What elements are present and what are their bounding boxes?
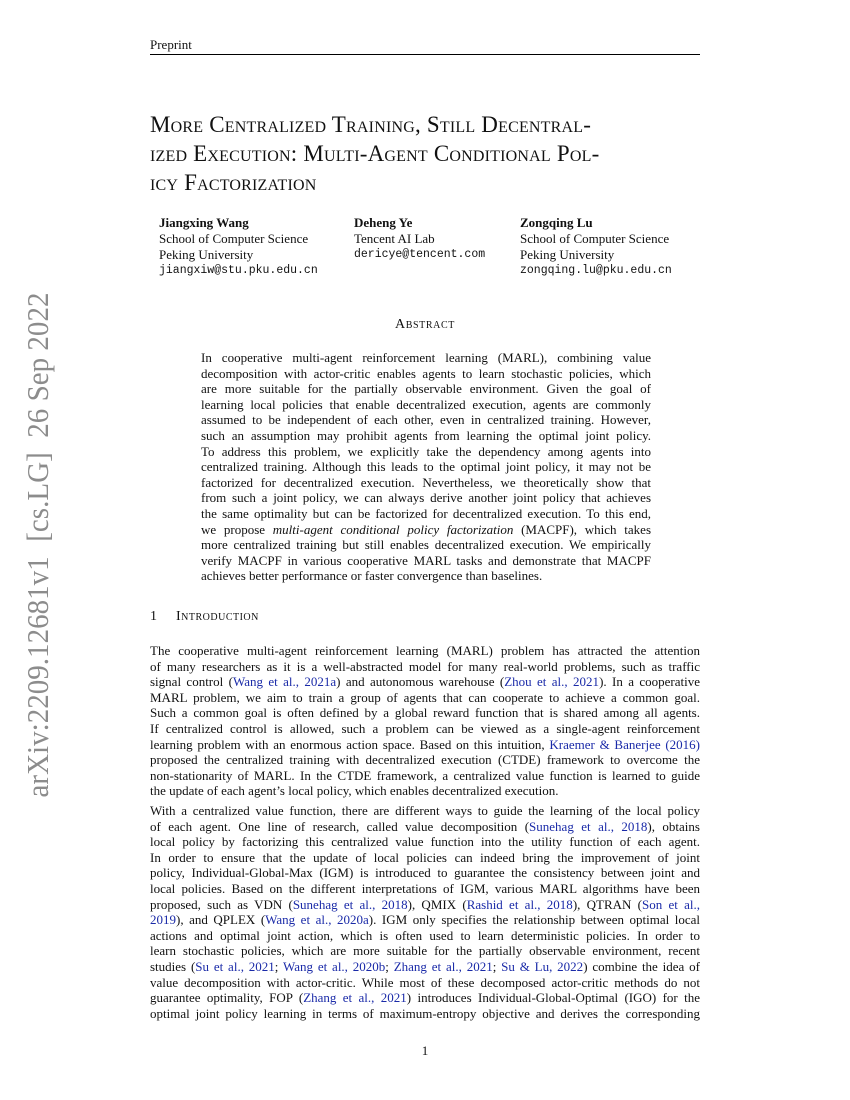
author-email: zongqing.lu@pku.edu.cn [520,264,672,277]
author-email: jiangxiw@stu.pku.edu.cn [159,264,318,277]
body-line [150,819,700,835]
body-line: If centralized control is allowed, such a problem can be viewed as a single-agent reinforcement [150,720,700,736]
body-line: MARL problem, we aim to train a group of agents that can cooperate to achieve a common goal. [150,689,700,705]
body-line: of many researchers as it is a well-abstracted model for many real-world problems, such as traffic [150,658,700,674]
title-line: icy Factorization [150,170,317,195]
body-line: local policies. Based on the different interpretations of IGM, various MARL algorithms have been [150,880,700,896]
body-line [150,912,700,928]
citation-link[interactable]: Kraemer & Banerjee (2016) [549,736,701,752]
body-line: optimal joint policy learning in terms of maximum-entropy objective and derives the corresponding [150,1005,700,1021]
section-heading [150,609,259,625]
section-number: 1 [150,609,158,624]
body-text: studies ( [150,958,196,974]
abstract-line: decomposition with actor-critic enables agents to learn stochastic policies, which [201,365,651,381]
body-text: ). In a cooperative [599,674,700,690]
author-affiliation: School of Computer Science [520,231,670,246]
body-line [150,990,700,1006]
abstract-line: centralized training. Although this leads to the optimal joint policy, it may not be [201,459,651,475]
citation-link[interactable]: Wang et al., 2020a [265,912,369,928]
body-line: actions and optimal joint action, which is often used to learn deterministic policies. In order to [150,927,700,943]
intro-paragraph-2 [150,803,700,1021]
body-text: ), and QPLEX ( [176,912,266,928]
body-text: ). IGM only specifies the relationship between optimal local [368,912,700,928]
body-text: learning problem with an enormous action space. Based on this intuition, [150,736,550,752]
body-text: ) introduces Individual-Global-Optimal (IGO) for the [406,990,700,1006]
abstract-line: more centralized training but still enables decentralized execution. We empirically [201,537,651,553]
arxiv-identifier [18,290,58,800]
body-text: guarantee optimality, FOP ( [150,990,304,1006]
section-title: Introduction [176,609,259,624]
body-text: ) combine the idea of [583,958,700,974]
intro-paragraph-1 [150,643,700,799]
abstract-line: are more suitable for the partially observable environment. Given the goal of [201,381,651,397]
body-line: The cooperative multi-agent reinforcement learning (MARL) problem has attracted the attention [150,643,700,658]
body-text: ; [385,958,394,974]
citation-link[interactable]: 2019 [150,912,176,928]
abstract-line: In cooperative multi-agent reinforcement learning (MARL), combining value [201,350,651,365]
abstract-body [201,350,651,584]
abstract-line: learning local policies that enable decentralized execution, agents are commonly [201,396,651,412]
body-text: ; [492,958,502,974]
body-text: ), QTRAN ( [572,896,642,912]
citation-link[interactable]: Zhang et al., 2021 [393,958,493,974]
abstract-line: achieves better performance or faster convergence than baselines. [201,568,543,584]
abstract-line: such an assumption may prohibit agents from learning the optimal joint policy. [201,427,651,443]
body-line [150,897,700,913]
body-text: signal control ( [150,674,233,690]
body-text: ) and autonomous warehouse ( [336,674,505,690]
body-line: In order to ensure that the update of local policies can indeed bring the improvement of joint [150,849,700,865]
author-email: dericye@tencent.com [354,248,486,261]
body-text: of each agent. One line of research, called value decomposition ( [150,818,530,834]
header-label: Preprint [150,37,192,52]
body-text: ; [274,958,283,974]
body-line [150,737,700,753]
author-affiliation: Tencent AI Lab [354,231,435,246]
abstract-line: verify MACPF in various cooperative MARL tasks and demonstrate that MACPF [201,552,651,568]
abstract-line: assumed to be independent of each other, even in centralized training. However, [201,412,651,428]
body-line: Such a common goal is often defined by a global reward function that is shared among all agents. [150,705,700,721]
page-number: 1 [421,1043,429,1058]
author-affiliation: Peking University [159,247,254,262]
abstract-text: (MACPF), which takes [513,521,651,537]
abstract-line: To address this problem, we explicitly take the dependency among agents into [201,443,651,459]
author-name: Jiangxing Wang [159,215,249,230]
body-text: proposed, such as VDN ( [150,896,293,912]
citation-link[interactable]: Sunehag et al., 2018 [292,896,408,912]
author-affiliation: School of Computer Science [159,231,309,246]
abstract-text: we propose [201,521,273,537]
paper-title [150,110,710,197]
body-line: proposed the centralized training with decentralized execution (CTDE) framework to overcome the [150,752,700,768]
author-name: Zongqing Lu [520,215,593,230]
author-affiliation: Peking University [520,247,615,262]
body-line: policy, Individual-Global-Max (IGM) is introduced to guarantee the consistency between joint and [150,865,700,881]
header-rule [150,54,700,55]
citation-link[interactable]: Zhou et al., 2021 [504,674,600,690]
citation-link[interactable]: Rashid et al., 2018 [466,896,573,912]
author-name: Deheng Ye [354,215,413,230]
body-line: value decomposition with actor-critic. While most of these decomposed actor-critic methods do not [150,974,700,990]
body-text: ), obtains [647,818,700,834]
author-1 [159,215,318,279]
author-2 [354,215,485,263]
abstract-heading: Abstract [395,317,455,332]
body-line [150,674,700,690]
abstract-line: the same optimality but can be factorized for decentralized execution. To this end, [201,505,651,521]
citation-link[interactable]: Wang et al., 2021a [232,674,337,690]
citation-link[interactable]: Su et al., 2021 [195,958,275,974]
author-block [159,215,719,285]
body-line [150,959,700,975]
citation-link[interactable]: Zhang et al., 2021 [303,990,407,1006]
body-line: local policy by factorizing this centralized value function into the utility function of each agent. [150,834,700,850]
body-line: With a centralized value function, there are different ways to guide the learning of the local policy [150,803,700,818]
body-line: the update of each agent’s local policy, which enables decentralized execution. [150,783,559,799]
author-3 [520,215,672,279]
arxiv-identifier-text: arXiv:2209.12681v1 [cs.LG] 26 Sep 2022 [20,290,55,798]
citation-link[interactable]: Son et al., [642,896,700,912]
citation-link[interactable]: Su & Lu, 2022 [501,958,584,974]
citation-link[interactable]: Sunehag et al., 2018 [529,818,648,834]
abstract-emphasis: multi-agent conditional policy factorization [272,521,514,537]
body-text: ), QMIX ( [407,896,467,912]
body-line: non-stationarity of MARL. In the CTDE framework, a centralized value function is learned to guide [150,767,700,783]
title-line: ized Execution: Multi-Agent Conditional Pol- [150,141,600,166]
abstract-line: factorized for decentralized execution. Nevertheless, we theoretically show that [201,474,651,490]
abstract-line: from such a joint policy, we can always derive another joint policy that achieves [201,490,651,506]
citation-link[interactable]: Wang et al., 2020b [283,958,386,974]
abstract-line [201,522,651,538]
body-line: learn stochastic policies, which are more suitable for the partially observable environment, recent [150,943,700,959]
arxiv-identifier-svg [18,290,58,800]
title-line: More Centralized Training, Still Decentral- [150,112,592,137]
